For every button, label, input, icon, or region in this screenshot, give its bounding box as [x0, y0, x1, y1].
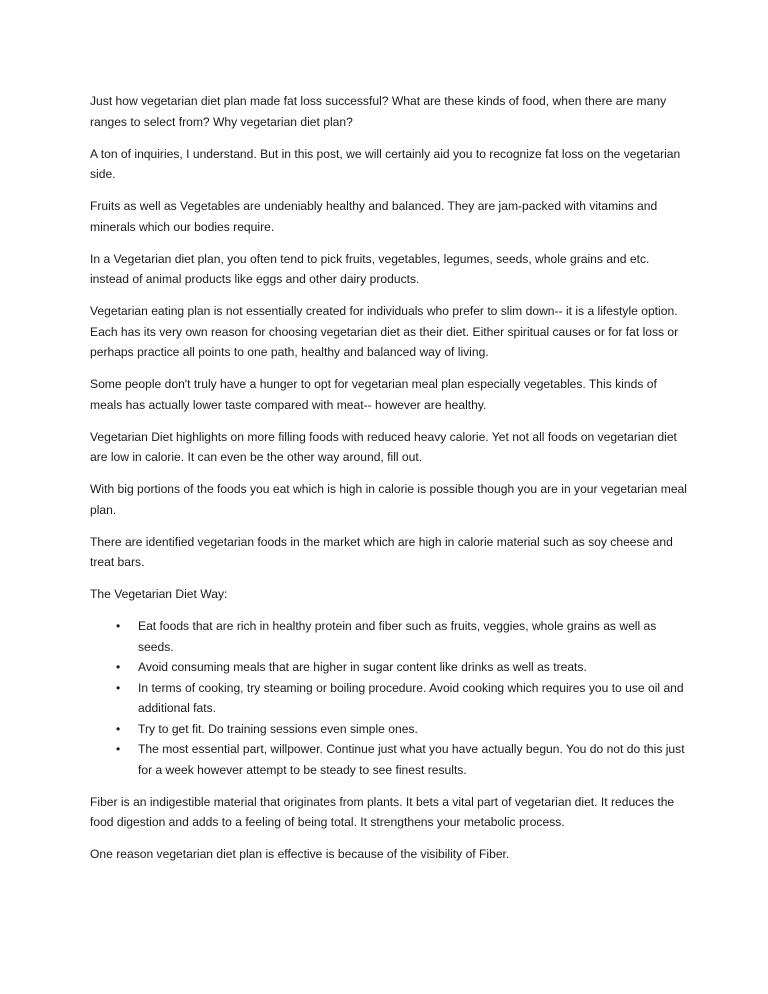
paragraph-inquiries: A ton of inquiries, I understand. But in this post, we will certainly aid you to recognize fat loss on the vegetarian side. [90, 146, 681, 181]
paragraph-fiber-visibility: One reason vegetarian diet plan is effective is because of the visibility of Fiber. [90, 847, 510, 861]
diet-way-list [90, 616, 690, 780]
list-item: • Eat foods that are rich in healthy protein and fiber such as fruits, veggies, whole grains as well as seeds. [90, 616, 690, 657]
paragraph-big-portions: With big portions of the foods you eat which is high in calorie is possible though you are in your vegetarian meal plan. [90, 482, 687, 517]
paragraph-filling-foods: Vegetarian Diet highlights on more filling foods with reduced heavy calorie. Yet not all foods on vegetarian diet are low in calorie. It can even be the other way around, fill out. [90, 429, 677, 464]
paragraph-fruits-vegetables: Fruits as well as Vegetables are undeniably healthy and balanced. They are jam-packed with vitamins and minerals which our bodies require. [90, 199, 658, 234]
list-item: • Avoid consuming meals that are higher in sugar content like drinks as well as treats. [90, 657, 690, 678]
paragraph-diet-plan-foods: In a Vegetarian diet plan, you often tend to pick fruits, vegetables, legumes, seeds, whole grains and etc. instead of animal products like eggs and other dairy products. [90, 251, 650, 286]
paragraph-high-calorie-foods: There are identified vegetarian foods in the market which are high in calorie material such as soy cheese and treat bars. [90, 534, 673, 569]
document-page [90, 91, 690, 876]
paragraph-taste: Some people don't truly have a hunger to opt for vegetarian meal plan especially vegetables. This kinds of meals has actually lower taste compared with meat-- however are healthy. [90, 377, 657, 412]
section-heading-diet-way: The Vegetarian Diet Way: [90, 587, 228, 601]
list-item: • In terms of cooking, try steaming or boiling procedure. Avoid cooking which requires you to use oil and additional fats. [90, 678, 690, 719]
list-item: • The most essential part, willpower. Continue just what you have actually begun. You do not do this just for a week however attempt to be steady to see finest results. [90, 739, 690, 780]
paragraph-lifestyle-option: Vegetarian eating plan is not essentially created for individuals who prefer to slim down-- it is a lifestyle option. Each has its very own reason for choosing vegetarian diet as their diet. Either spiritual causes or for fat loss or perhaps practice all points to one path, healthy and balanced way of living. [90, 304, 679, 359]
paragraph-fiber: Fiber is an indigestible material that originates from plants. It bets a vital part of vegetarian diet. It reduces the food digestion and adds to a feeling of being total. It strengthens your metabolic process. [90, 794, 675, 829]
list-item: • Try to get fit. Do training sessions even simple ones. [90, 719, 690, 740]
paragraph-intro-questions: Just how vegetarian diet plan made fat loss successful? What are these kinds of food, when there are many ranges to select from? Why vegetarian diet plan? [90, 94, 667, 129]
